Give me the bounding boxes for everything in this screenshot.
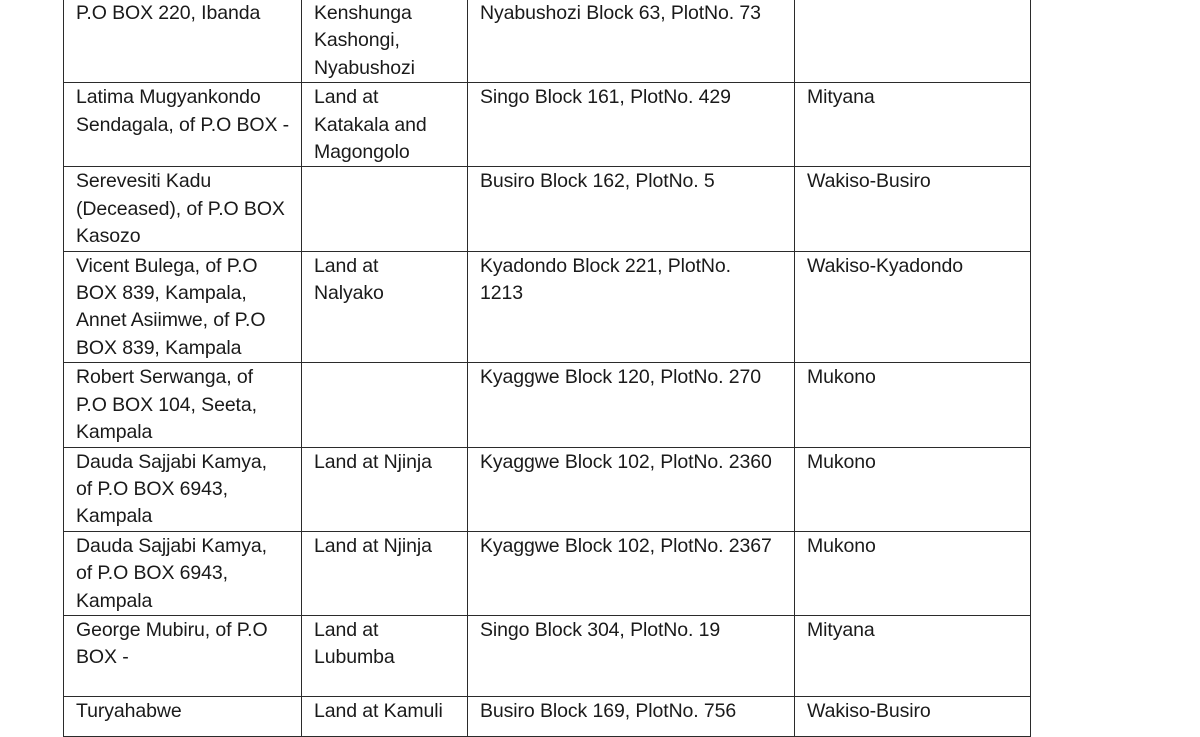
district-text: Wakiso-Busiro [807, 699, 931, 722]
owner-text: Dauda Sajjabi Kamya, of P.O BOX 6943, Kampala [76, 450, 267, 528]
district-cell [795, 167, 1031, 251]
district-text: Mityana [807, 86, 875, 109]
land-cell [302, 615, 468, 696]
block-plot-text: Singo Block 304, PlotNo. 19 [480, 618, 721, 641]
district-text: Mityana [807, 618, 875, 641]
table-row [64, 0, 1031, 83]
owner-text: Serevesiti Kadu (Deceased), of P.O BOX Kasozo [76, 170, 285, 248]
block-plot-cell [468, 83, 795, 167]
district-cell [795, 696, 1031, 736]
table-row [64, 447, 1031, 531]
land-text: Land at Njinja [314, 450, 432, 473]
table-row [64, 83, 1031, 167]
land-text: Land at Nalyako [314, 254, 384, 305]
owner-cell [64, 531, 302, 615]
block-plot-text: Kyaggwe Block 120, PlotNo. 270 [480, 366, 762, 389]
district-cell [795, 83, 1031, 167]
district-text: Mukono [807, 366, 876, 389]
table-row [64, 167, 1031, 251]
district-cell [795, 531, 1031, 615]
land-cell [302, 0, 468, 83]
owner-text: George Mubiru, of P.O BOX - [76, 618, 268, 669]
owner-text: Turyahabwe [76, 699, 182, 722]
land-cell [302, 447, 468, 531]
land-cell [302, 167, 468, 251]
block-plot-cell [468, 251, 795, 363]
district-text: Mukono [807, 450, 876, 473]
owner-text: Dauda Sajjabi Kamya, of P.O BOX 6943, Kampala [76, 534, 267, 612]
land-text: Land at Katakala and Magongolo [314, 86, 427, 164]
land-cell [302, 531, 468, 615]
block-plot-cell [468, 447, 795, 531]
land-cell [302, 363, 468, 447]
district-text: Wakiso-Kyadondo [807, 254, 964, 277]
owner-cell [64, 83, 302, 167]
land-cell [302, 696, 468, 736]
land-text: Kenshunga Kashongi, Nyabushozi [314, 2, 415, 79]
table-row [64, 363, 1031, 447]
land-registry-table [63, 0, 1031, 737]
block-plot-text: Kyaggwe Block 102, PlotNo. 2367 [480, 534, 772, 557]
owner-cell [64, 363, 302, 447]
district-text: Wakiso-Busiro [807, 170, 931, 193]
district-cell [795, 447, 1031, 531]
block-plot-text: Kyaggwe Block 102, PlotNo. 2360 [480, 450, 772, 473]
owner-text: Robert Serwanga, of P.O BOX 104, Seeta, Kampala [76, 366, 257, 444]
block-plot-text: Busiro Block 162, PlotNo. 5 [480, 170, 715, 193]
block-plot-cell [468, 167, 795, 251]
block-plot-text: Singo Block 161, PlotNo. 429 [480, 86, 731, 109]
land-cell [302, 83, 468, 167]
block-plot-text: Nyabushozi Block 63, PlotNo. 73 [480, 2, 761, 24]
land-cell [302, 251, 468, 363]
land-text: Land at Njinja [314, 534, 432, 557]
block-plot-text: Busiro Block 169, PlotNo. 756 [480, 699, 737, 722]
owner-text: P.O BOX 220, Ibanda [76, 2, 261, 24]
owner-cell [64, 696, 302, 736]
table-row [64, 615, 1031, 696]
owner-text: Vicent Bulega, of P.O BOX 839, Kampala, Annet Asiimwe, of P.O BOX 839, Kampala [76, 254, 266, 359]
block-plot-text: Kyadondo Block 221, PlotNo. 1213 [480, 254, 731, 305]
table-row [64, 696, 1031, 736]
land-text: Land at Kamuli [314, 699, 443, 722]
owner-cell [64, 447, 302, 531]
district-cell [795, 0, 1031, 83]
owner-cell [64, 167, 302, 251]
owner-text: Latima Mugyankondo Sendagala, of P.O BOX - [76, 86, 290, 136]
block-plot-cell [468, 0, 795, 83]
block-plot-cell [468, 696, 795, 736]
block-plot-cell [468, 615, 795, 696]
block-plot-cell [468, 363, 795, 447]
district-cell [795, 251, 1031, 363]
block-plot-cell [468, 531, 795, 615]
owner-cell [64, 251, 302, 363]
district-cell [795, 615, 1031, 696]
owner-cell [64, 615, 302, 696]
land-text: Land at Lubumba [314, 618, 395, 669]
owner-cell [64, 0, 302, 83]
district-text: Mukono [807, 534, 876, 557]
table-row [64, 251, 1031, 363]
district-cell [795, 363, 1031, 447]
table-row [64, 531, 1031, 615]
